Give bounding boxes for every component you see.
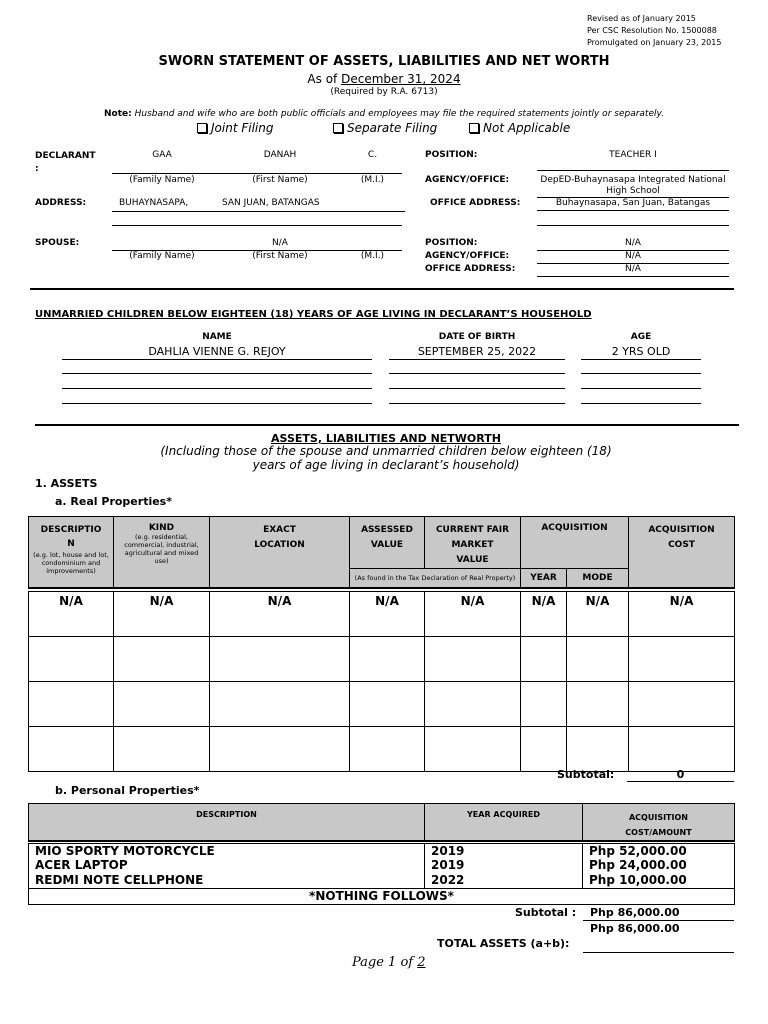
spouse-label: SPOUSE: [35,238,80,248]
col-note: (e.g. residential, commercial, industrial, agricultural and mixed use) [124,533,199,565]
col-label: ACQUISITION [648,525,715,535]
option-label: Joint Filing [211,121,274,135]
table-cell: N/A [567,592,629,637]
col-acquisition-cost [629,517,735,588]
personal-subtotal: Php 86,000.00 [590,906,680,919]
position-label: POSITION: [425,150,478,160]
table-row [29,682,735,727]
item-cost: Php 52,000.00 [583,843,735,858]
col-year: YEAR [521,569,567,588]
declarant-first-name: DANAH [263,150,297,160]
col-label: KIND [148,523,175,533]
page-total: 2 [417,955,426,970]
revision-line: Per CSC Resolution No. 1500088 [587,26,717,35]
divider [583,920,734,921]
divider [581,388,701,389]
table-row [29,858,735,873]
as-of-line [0,72,768,86]
divider [62,403,372,404]
first-name-caption: (First Name) [252,175,308,185]
divider [581,359,701,360]
item-description: ACER LAPTOP [29,858,425,873]
mi-caption: (M.I.) [360,175,385,185]
declarant-position: TEACHER I [609,150,657,160]
col-label: VALUE [456,555,489,565]
divider [389,388,565,389]
as-of-date: December 31, 2024 [341,72,461,86]
checkbox-icon [333,123,343,133]
children-col-dob: DATE OF BIRTH [438,332,516,342]
tax-declaration-note [350,569,521,588]
agency-label: AGENCY/OFFICE: [425,175,510,185]
personal-subtotal-label: Subtotal : [515,906,577,919]
required-by: (Required by R.A. 6713) [330,87,438,97]
nothing-follows: *NOTHING FOLLOWS* [29,888,735,904]
divider [112,225,402,226]
child-name: DAHLIA VIENNE G. REJOY [148,345,286,358]
mi-caption: (M.I.) [360,251,385,261]
table-cell: N/A [629,592,735,637]
item-description: MIO SPORTY MOTORCYCLE [29,843,425,858]
col-year-acquired: YEAR ACQUIRED [425,804,583,842]
divider [112,173,402,174]
table-row [29,637,735,682]
divider [62,359,372,360]
alnw-sub-2: years of age living in declarant’s household) [252,458,520,472]
divider [389,403,565,404]
col-label: DESCRIPTIO [40,525,102,535]
col-label: ACQUISITION [628,813,688,822]
children-col-age: AGE [630,332,652,342]
col-mode: MODE [567,569,629,588]
checkbox-icon [469,123,479,133]
personal-properties-label: b. Personal Properties* [55,784,200,797]
checkbox-icon [197,123,207,133]
children-col-name: NAME [202,332,232,342]
col-label: N [67,539,75,549]
item-description: REDMI NOTE CELLPHONE [29,873,425,888]
table-row [29,727,735,772]
table-row [29,873,735,888]
table-cell: N/A [114,592,210,637]
filing-note [0,109,768,119]
children-heading: UNMARRIED CHILDREN BELOW EIGHTEEN (18) YEARS OF AGE LIVING IN DECLARANT’S HOUSEHOLD [35,309,592,320]
col-label: ACQUISITION [541,523,608,533]
assets-label: 1. ASSETS [35,477,98,490]
col-label: COST [668,540,695,550]
address-line-1: BUHAYNASAPA, [119,198,189,208]
divider [537,276,729,277]
spouse-position-label: POSITION: [425,238,478,248]
col-acquisition-cost [583,804,735,842]
divider [62,388,372,389]
table-cell: N/A [521,592,567,637]
divider [389,359,565,360]
item-year: 2019 [425,843,583,858]
divider [389,373,565,374]
divider [62,373,372,374]
revision-line: Promulgated on January 23, 2015 [587,38,722,47]
child-age: 2 YRS OLD [611,345,671,358]
divider [627,781,734,782]
real-properties-table [28,516,735,772]
family-name-caption: (Family Name) [129,175,195,185]
col-label: CURRENT FAIR [435,525,510,535]
col-note: (As found in the Tax Declaration of Real Property) [354,573,516,582]
col-note: (e.g. lot, house and lot, condominium and improvements) [33,551,109,575]
col-label: VALUE [370,540,404,550]
note-text: Husband and wife who are both public officials and employees may file the required statements jointly or separately. [134,109,664,119]
col-kind [114,517,210,588]
declarant-office-address: Buhaynasapa, San Juan, Batangas [555,198,711,208]
declarant-label: DECLARANT : [35,151,96,174]
address-label: ADDRESS: [35,198,87,208]
note-label: Note: [104,109,132,119]
col-description: DESCRIPTION [29,804,425,842]
divider [583,952,734,953]
revision-note [587,13,721,49]
alnw-heading: ASSETS, LIABILITIES AND NETWORTH [271,432,501,445]
total-assets-label: TOTAL ASSETS (a+b): [437,937,570,950]
divider [537,170,729,171]
col-label: LOCATION [254,540,305,550]
col-label: COST/AMOUNT [625,828,692,837]
col-assessed-value [350,517,425,569]
option-label: Separate Filing [347,121,438,135]
page-title: SWORN STATEMENT OF ASSETS, LIABILITIES AND NET WORTH [158,54,610,69]
real-subtotal-label: Subtotal: [557,768,615,781]
table-cell: N/A [350,592,425,637]
spouse-office-address-label: OFFICE ADDRESS: [425,264,516,274]
item-year: 2022 [425,873,583,888]
declarant-family-name: GAA [152,150,172,160]
divider [581,373,701,374]
col-description [29,517,114,588]
spouse-position: N/A [625,238,641,248]
child-dob: SEPTEMBER 25, 2022 [417,345,537,358]
item-year: 2019 [425,858,583,873]
page-number [352,955,426,970]
col-label: EXACT [263,525,296,535]
divider [537,210,729,211]
page-prefix: Page 1 of [352,955,414,970]
first-name-caption: (First Name) [252,251,308,261]
spouse-agency-label: AGENCY/OFFICE: [425,251,510,261]
table-cell: N/A [425,592,521,637]
real-subtotal: 0 [676,768,685,781]
option-joint-filing[interactable] [197,121,273,135]
alnw-sub-1: (Including those of the spouse and unmarried children below eighteen (18) [160,444,612,458]
personal-total: Php 86,000.00 [590,922,680,935]
office-address-label: OFFICE ADDRESS: [430,198,521,208]
spouse-name: N/A [272,238,288,248]
real-properties-label: a. Real Properties* [55,495,172,508]
as-of-label: As of [307,72,338,86]
item-cost: Php 10,000.00 [583,873,735,888]
declarant-agency: DepED-Buhaynasapa Integrated National High School [540,175,726,196]
divider [537,197,729,198]
col-fair-market-value [425,517,521,569]
col-location [210,517,350,588]
option-not-applicable[interactable] [469,121,570,135]
col-acquisition [521,517,629,569]
col-label: MARKET [451,540,494,550]
address-line-2: SAN JUAN, BATANGAS [222,198,320,208]
option-label: Not Applicable [483,121,571,135]
table-row [29,843,735,858]
table-cell: N/A [29,592,114,637]
family-name-caption: (Family Name) [129,251,195,261]
item-cost: Php 24,000.00 [583,858,735,873]
spouse-agency: N/A [625,251,641,261]
option-separate-filing[interactable] [333,121,437,135]
divider [112,211,405,212]
spouse-office-address: N/A [625,264,641,274]
divider [581,403,701,404]
table-cell: N/A [210,592,350,637]
section-divider [30,288,734,290]
declarant-mi: C. [367,150,378,160]
divider [537,225,729,226]
col-label: ASSESSED [361,525,413,535]
section-divider [35,424,739,426]
revision-line: Revised as of January 2015 [587,14,696,23]
personal-properties-table [28,803,735,905]
